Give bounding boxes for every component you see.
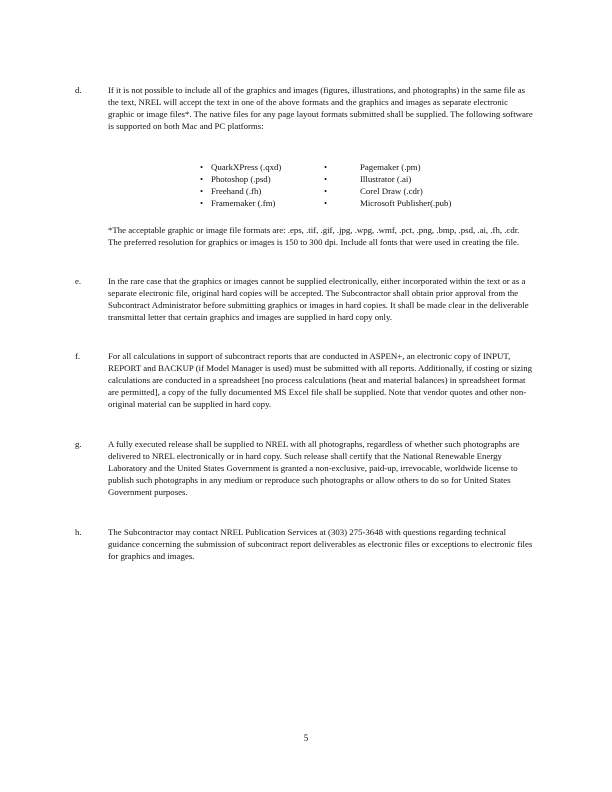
item-text: A fully executed release shall be supplied to NREL with all photographs, regardless of whether such photographs are delivered to NREL electronically or in hard copy. Such release shall certify that the National Renewable Energy Laboratory and the United States Government is granted a non-exclusive, paid-up, irrevocable, worldwide license to publish such photographs in any medium or reproduce such photographs or allow others to do so for United States Government purposes. <box>108 439 520 497</box>
item-text: In the rare case that the graphics or images cannot be supplied electronically, either incorporated within the text or as a separate electronic file, original hard copies will be accepted. The Subcontractor shall obtain prior approval from the Subcontract Administrator before submitting graphics or images in hard copies. It shall be made clear in the deliverable transmittal letter that certain graphics and images are supplied in hard copy only. <box>108 276 529 322</box>
item-text: The Subcontractor may contact NREL Publication Services at (303) 275-3648 with questions regarding technical guidance concerning the submission of subcontract report deliverables as electronic files or exceptions to electronic files for graphics and images. <box>108 527 533 561</box>
software-list-left <box>200 162 281 210</box>
bullet-icon: • <box>324 162 328 172</box>
bullet-icon: • <box>200 185 204 196</box>
bullet-icon: • <box>200 173 204 184</box>
list-item: • Framemaker (.fm) <box>200 197 276 208</box>
list-item: Illustrator (.ai) <box>360 173 412 184</box>
list-item: Corel Draw (.cdr) <box>360 185 423 196</box>
item-d-note <box>75 225 535 249</box>
bullet-icon: • <box>324 185 328 196</box>
page-number: 5 <box>303 733 309 743</box>
bullet-icon: • <box>324 173 328 184</box>
list-item: Pagemaker (.pm) <box>360 162 421 172</box>
item-text: If it is not possible to include all of the graphics and images (figures, illustrations, and photographs) in the same file as the text, NREL will accept the text in one of the above formats and the graphics and images as separate electronic graphic or image files*. The native files for any page layout formats submitted shall be supplied. The following software is supported on both Mac and PC platforms: <box>108 85 533 131</box>
bullet-icon: • <box>200 197 204 208</box>
item-g <box>75 439 535 499</box>
list-item: Microsoft Publisher(.pub) <box>360 197 452 208</box>
item-letter: f. <box>75 351 81 361</box>
bullet-icon: • <box>200 162 204 172</box>
software-list-right-bullets <box>324 162 335 210</box>
item-f <box>75 351 535 411</box>
item-letter: d. <box>75 85 82 95</box>
item-letter: g. <box>75 439 82 449</box>
file-format-note: *The acceptable graphic or image file formats are: .eps, .tif, .gif, .jpg, .wpg, .wmf, .pct, .png, .bmp, .psd, .ai, .fh, .cdr. The preferred resolution for graphics or images is 150 to 300 dpi. Include all fonts that were used in creating the file. <box>108 225 520 247</box>
list-item: • Photoshop (.psd) <box>200 173 271 184</box>
software-list-right <box>360 162 451 210</box>
item-d <box>75 85 535 133</box>
item-text: For all calculations in support of subcontract reports that are conducted in ASPEN+, an electronic copy of INPUT, REPORT and BACKUP (if Model Manager is used) must be submitted with all reports. Additionally, if costing or sizing calculations are conducted in a spreadsheet [no process calculations (heat and material balances) in spreadsheet format are permitted], a copy of the fully documented MS Excel file shall be supplied. Note that vendor quotes and other non-original material can be supplied in hard copy. <box>108 351 533 409</box>
item-h <box>75 527 535 563</box>
item-letter: e. <box>75 276 82 286</box>
list-item: • Freehand (.fh) <box>200 185 262 196</box>
bullet-icon: • <box>324 197 328 208</box>
list-item: • QuarkXPress (.qxd) <box>200 162 282 172</box>
item-letter: h. <box>75 527 82 537</box>
item-e <box>75 276 535 324</box>
